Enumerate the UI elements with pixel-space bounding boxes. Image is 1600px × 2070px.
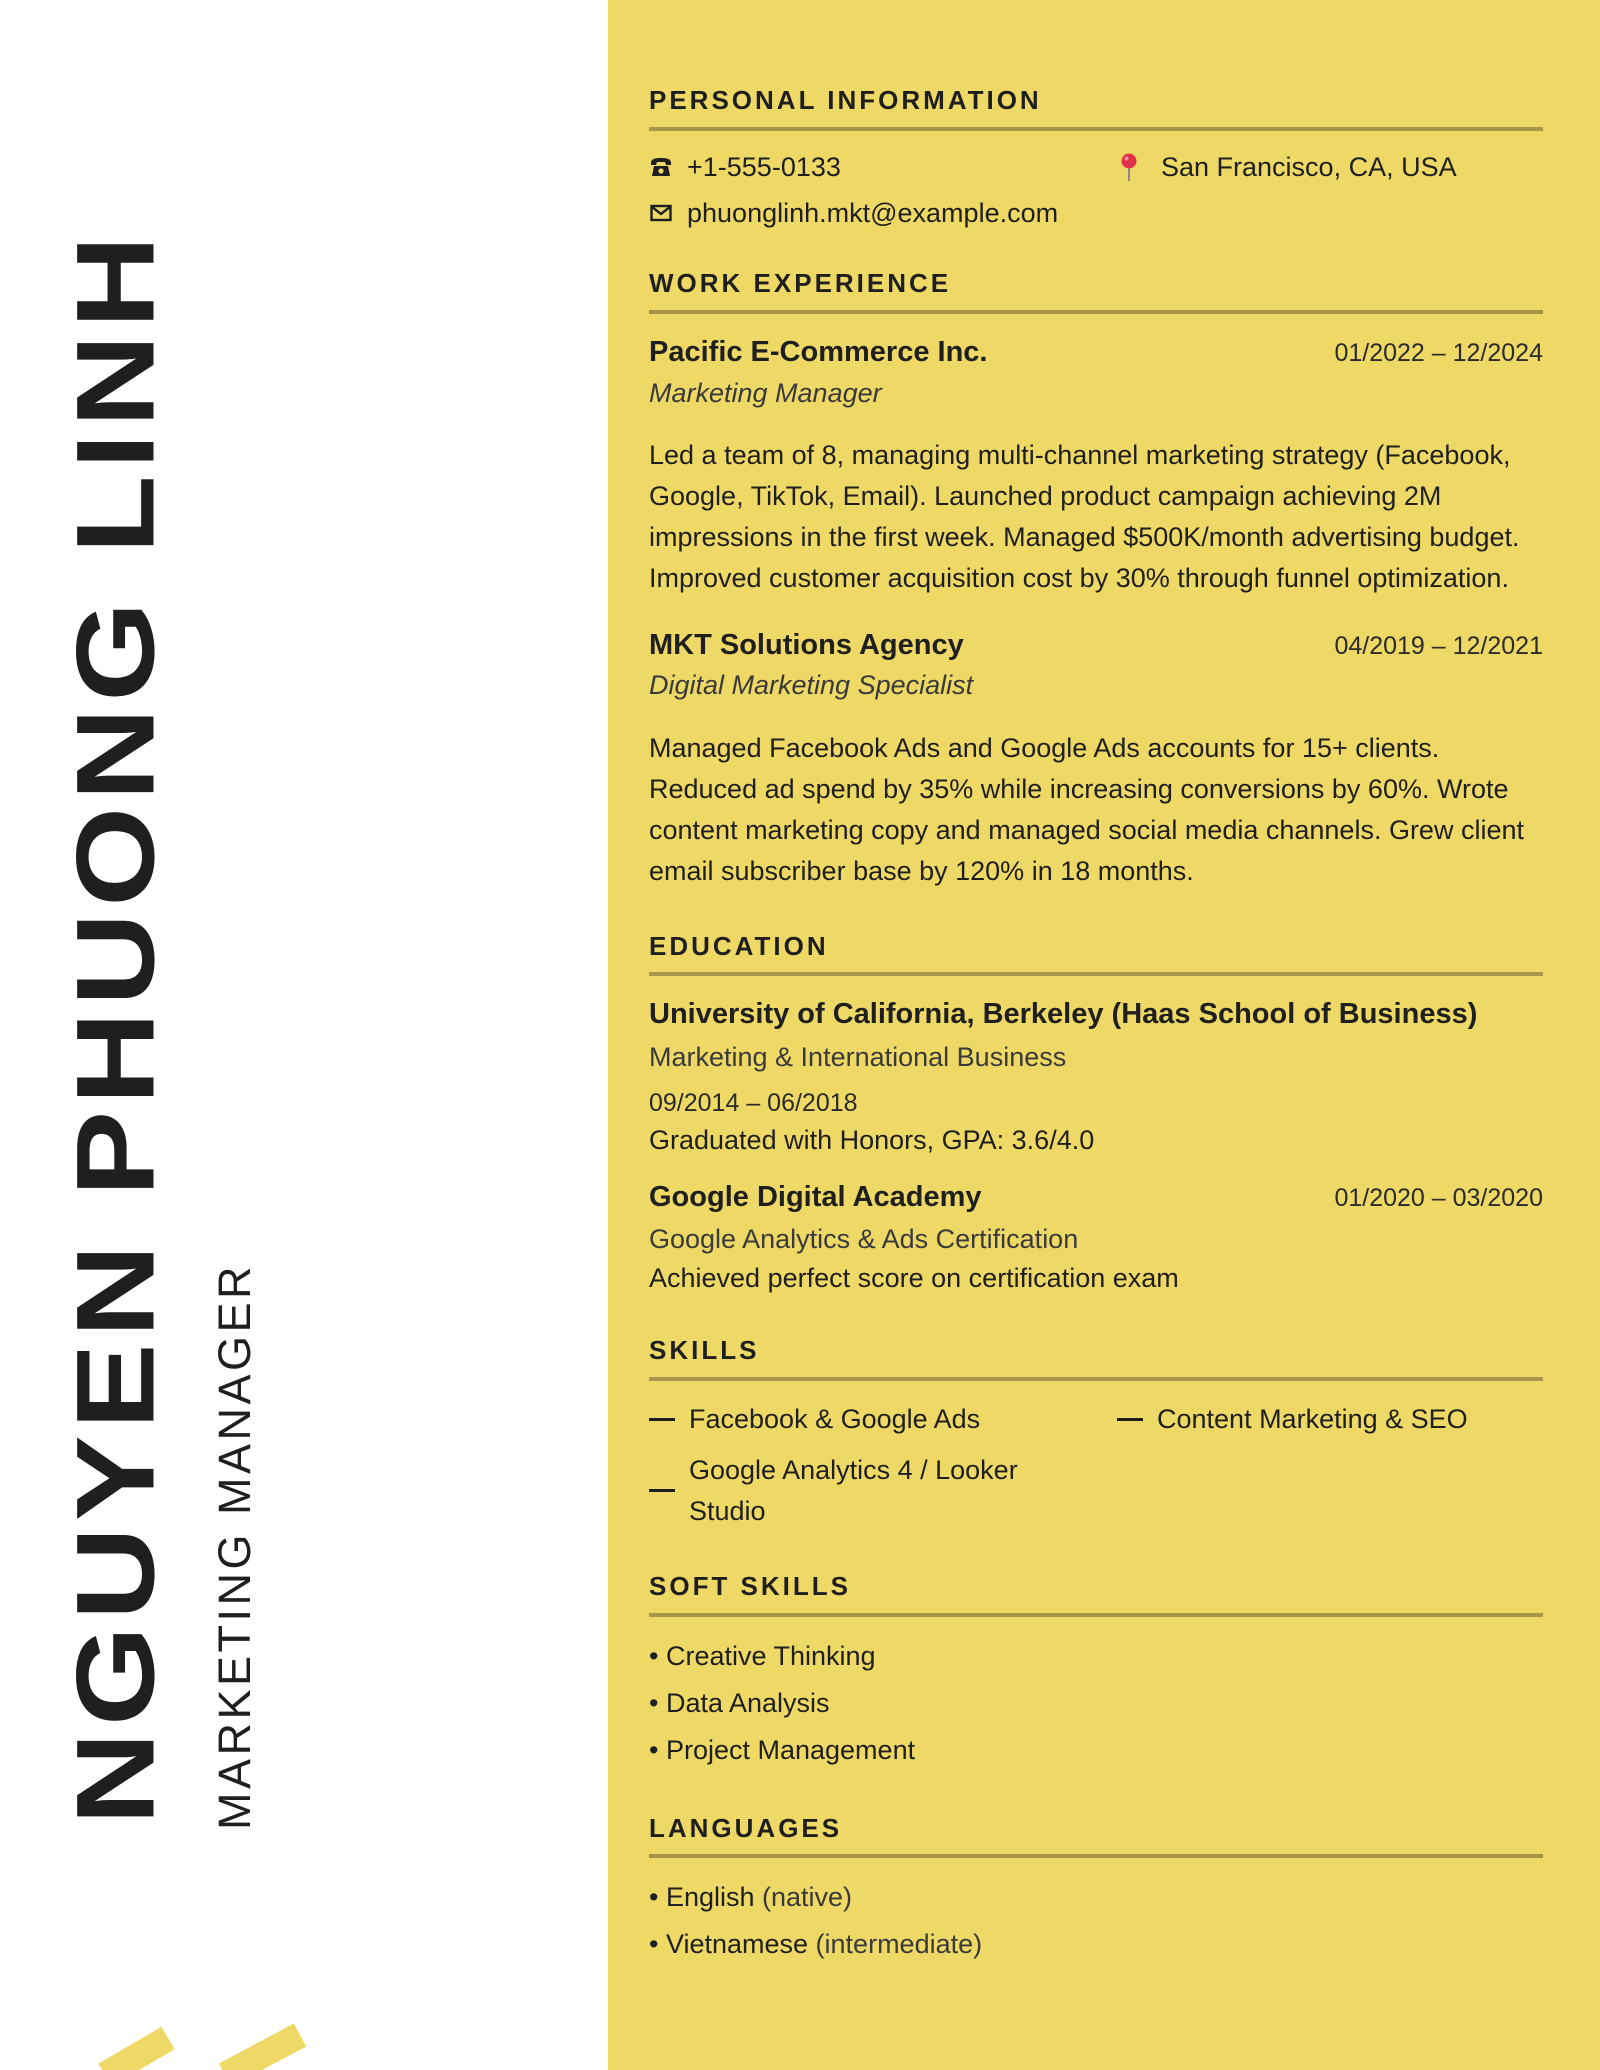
language-item <box>649 1874 1543 1921</box>
skills-section <box>649 1336 1543 1532</box>
section-title-personal-info: PERSONAL INFORMATION <box>649 86 1543 131</box>
candidate-name: NGUYEN PHUONG LINH <box>53 229 178 1826</box>
work-experience-section <box>649 269 1543 891</box>
job-header <box>649 334 1543 372</box>
soft-skills-section <box>649 1572 1543 1774</box>
language-name: • Vietnamese <box>649 1929 809 1960</box>
skill-label: Google Analytics 4 / Looker Studio <box>689 1454 1018 1526</box>
envelope-icon <box>649 201 673 225</box>
education-field: Google Analytics & Ads Certification <box>649 1224 1079 1255</box>
skill-item <box>649 1450 1117 1532</box>
job-entry <box>649 627 1543 892</box>
section-title-education: EDUCATION <box>649 932 1543 977</box>
language-level: (native) <box>754 1882 853 1913</box>
section-title-soft-skills: SOFT SKILLS <box>649 1572 1543 1617</box>
dash-icon <box>649 1489 675 1492</box>
job-description: Managed Facebook Ads and Google Ads accounts for 15+ clients. Reduced ad spend by 35% while increasing conversions by 60%. Wrote content marketing copy and managed social media channels. Grew client email subscriber base by 120% in 18 months. <box>649 732 1524 886</box>
job-dates: 04/2019 – 12/2021 <box>1334 631 1543 660</box>
skills-list <box>649 1399 1543 1532</box>
education-dates: 09/2014 – 06/2018 <box>649 1088 858 1117</box>
job-header <box>649 627 1543 665</box>
decorative-stroke-1 <box>105 2038 168 2070</box>
skill-item <box>1117 1399 1543 1440</box>
languages-list <box>649 1874 1543 1968</box>
dash-icon <box>649 1418 675 1421</box>
soft-skill-item: • Data Analysis <box>649 1687 830 1718</box>
location-value: San Francisco, CA, USA <box>1161 151 1457 182</box>
education-dates: 01/2020 – 03/2020 <box>1334 1183 1543 1212</box>
section-title-work-experience: WORK EXPERIENCE <box>649 269 1543 314</box>
education-field: Marketing & International Business <box>649 1041 1067 1072</box>
education-school: University of California, Berkeley (Haas School of Business) <box>649 998 1478 1031</box>
phone-value: +1-555-0133 <box>687 151 841 182</box>
main-content <box>608 0 1600 2070</box>
decorative-strokes <box>0 0 608 2070</box>
soft-skill-item: • Project Management <box>649 1734 916 1765</box>
email-row <box>649 197 1117 229</box>
dash-icon <box>1117 1418 1143 1421</box>
soft-skills-list <box>649 1633 1543 1774</box>
job-description: Led a team of 8, managing multi-channel marketing strategy (Facebook, Google, TikTok, Email). Launched product campaign achieving 2M impressions in the first week. Managed $500K/month advertising budget. Improved customer acquisition cost by 30% through funnel optimization. <box>649 439 1520 593</box>
personal-info-grid <box>649 151 1543 230</box>
job-entry <box>649 334 1543 599</box>
language-level: (intermediate) <box>808 1929 983 1960</box>
education-entry <box>649 996 1543 1158</box>
languages-section <box>649 1814 1543 1969</box>
soft-skill-item: • Creative Thinking <box>649 1640 876 1671</box>
location-row <box>1117 151 1543 183</box>
job-role: Digital Marketing Specialist <box>649 670 974 701</box>
candidate-job-title: MARKETING MANAGER <box>209 1262 260 1830</box>
left-sidebar <box>0 0 608 2070</box>
skill-item <box>649 1399 1117 1440</box>
language-name: • English <box>649 1882 755 1913</box>
map-pin-icon <box>1117 155 1141 179</box>
section-title-languages: LANGUAGES <box>649 1814 1543 1859</box>
education-entry <box>649 1179 1543 1297</box>
job-company: Pacific E-Commerce Inc. <box>649 335 988 368</box>
education-section <box>649 932 1543 1297</box>
phone-row <box>649 151 1117 183</box>
skill-label: Facebook & Google Ads <box>689 1403 981 1434</box>
job-role: Marketing Manager <box>649 377 882 408</box>
language-item <box>649 1921 1543 1968</box>
education-header <box>649 1179 1543 1217</box>
personal-info-section <box>649 86 1543 229</box>
email-value[interactable]: phuonglinh.mkt@example.com <box>687 197 1059 228</box>
education-note: Graduated with Honors, GPA: 3.6/4.0 <box>649 1125 1095 1156</box>
job-company: MKT Solutions Agency <box>649 628 964 661</box>
section-title-skills: SKILLS <box>649 1336 1543 1381</box>
education-school: Google Digital Academy <box>649 1180 982 1213</box>
education-note: Achieved perfect score on certification exam <box>649 1263 1179 1294</box>
phone-icon <box>649 155 673 179</box>
decorative-stroke-2 <box>225 2035 300 2070</box>
skill-label: Content Marketing & SEO <box>1157 1403 1468 1434</box>
job-dates: 01/2022 – 12/2024 <box>1334 338 1543 367</box>
